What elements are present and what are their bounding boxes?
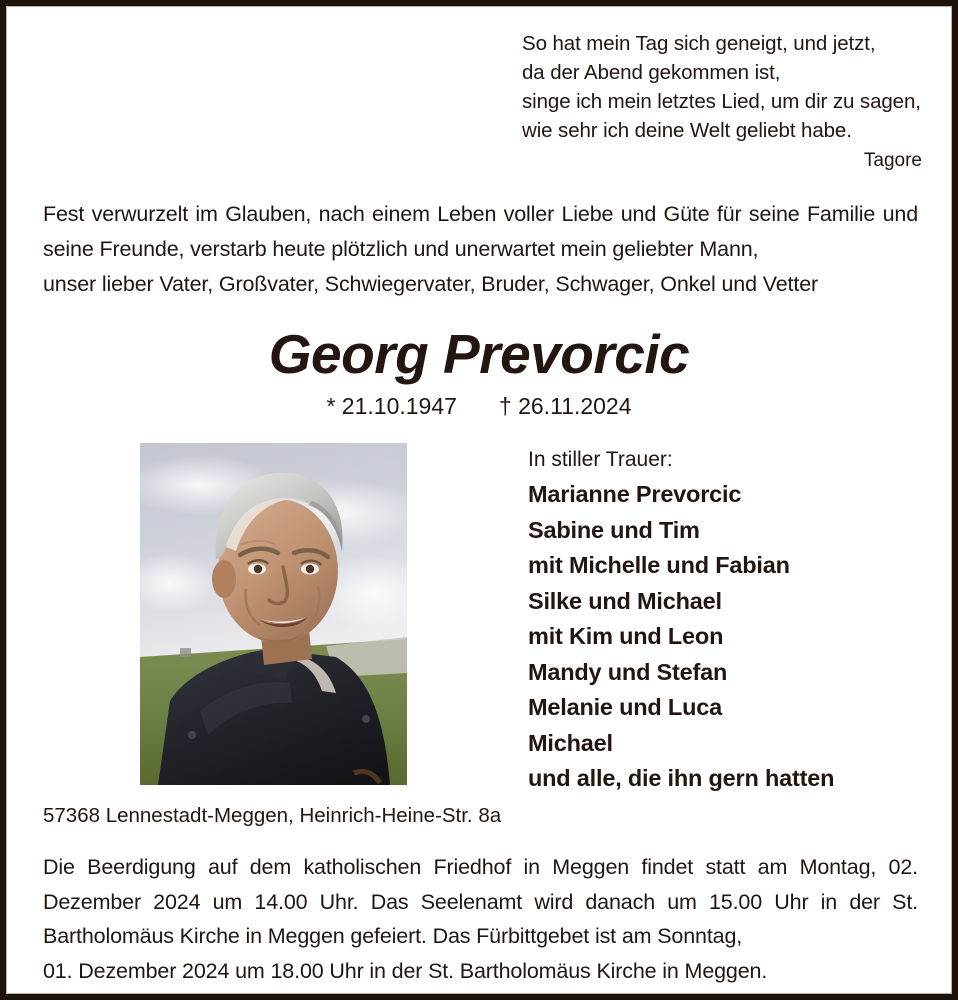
mourners-block [528, 443, 948, 797]
mourner-line: mit Michelle und Fabian [528, 552, 790, 578]
portrait-frame [140, 443, 407, 785]
birth-date: * 21.10.1947 [326, 393, 457, 419]
funeral-line-2: 02. Dezember 2024 um 14.00 Uhr. Das Seelenamt wird danach um 15.00 Uhr in [43, 855, 918, 914]
life-dates [36, 392, 922, 421]
deceased-name: Georg Prevorcic [268, 323, 690, 385]
mourner-line: Michael [528, 729, 613, 756]
portrait-photo [140, 443, 407, 785]
epigraph-line-4: wie sehr ich deine Welt geliebt habe. [522, 119, 852, 142]
funeral-line-4: 01. Dezember 2024 um 18.00 Uhr in der St. Bartholomäus Kirche in Meggen. [43, 958, 768, 983]
funeral-details-paragraph [36, 850, 922, 988]
mourner-line: Mandy und Stefan [528, 658, 728, 685]
notice-sheet [7, 7, 951, 993]
epigraph-line-2: da der Abend gekommen ist, [522, 61, 781, 84]
funeral-line-3: der St. Bartholomäus Kirche in Meggen gefeiert. Das Fürbittgebet ist am Sonntag, [43, 889, 918, 948]
epigraph-attribution: Tagore [863, 150, 922, 171]
mourner-line: Silke und Michael [528, 587, 722, 614]
portrait-and-mourners-row [36, 443, 922, 795]
intro-paragraph [36, 197, 922, 302]
mourner-line: und alle, die ihn gern hatten [528, 765, 835, 791]
mourners-heading: In stiller Trauer: [528, 448, 673, 471]
funeral-line-1: Die Beerdigung auf dem katholischen Friedhof in Meggen findet statt am Montag, [43, 855, 877, 879]
epigraph-block [36, 7, 922, 176]
intro-line-2: und seine Freunde, verstarb heute plötzlich und unerwartet mein geliebter Mann, [43, 202, 918, 261]
notice-inner-border [6, 6, 952, 994]
address-line: 57368 Lennestadt-Meggen, Heinrich-Heine-Str. 8a [43, 804, 502, 827]
intro-line-3: unser lieber Vater, Großvater, Schwiegervater, Bruder, Schwager, Onkel und Vetter [43, 272, 819, 296]
mourner-line: Sabine und Tim [528, 516, 700, 543]
mourner-line: mit Kim und Leon [528, 623, 724, 649]
intro-line-1: Fest verwurzelt im Glauben, nach einem Leben voller Liebe und Güte für seine Familie [43, 202, 876, 226]
mourner-line: Marianne Prevorcic [528, 481, 742, 507]
mourner-line: Melanie und Luca [528, 694, 722, 720]
death-date: † 26.11.2024 [498, 393, 632, 419]
epigraph-line-3: singe ich mein letztes Lied, um dir zu sagen, [522, 90, 921, 113]
epigraph-line-1: So hat mein Tag sich geneigt, und jetzt, [522, 32, 876, 55]
